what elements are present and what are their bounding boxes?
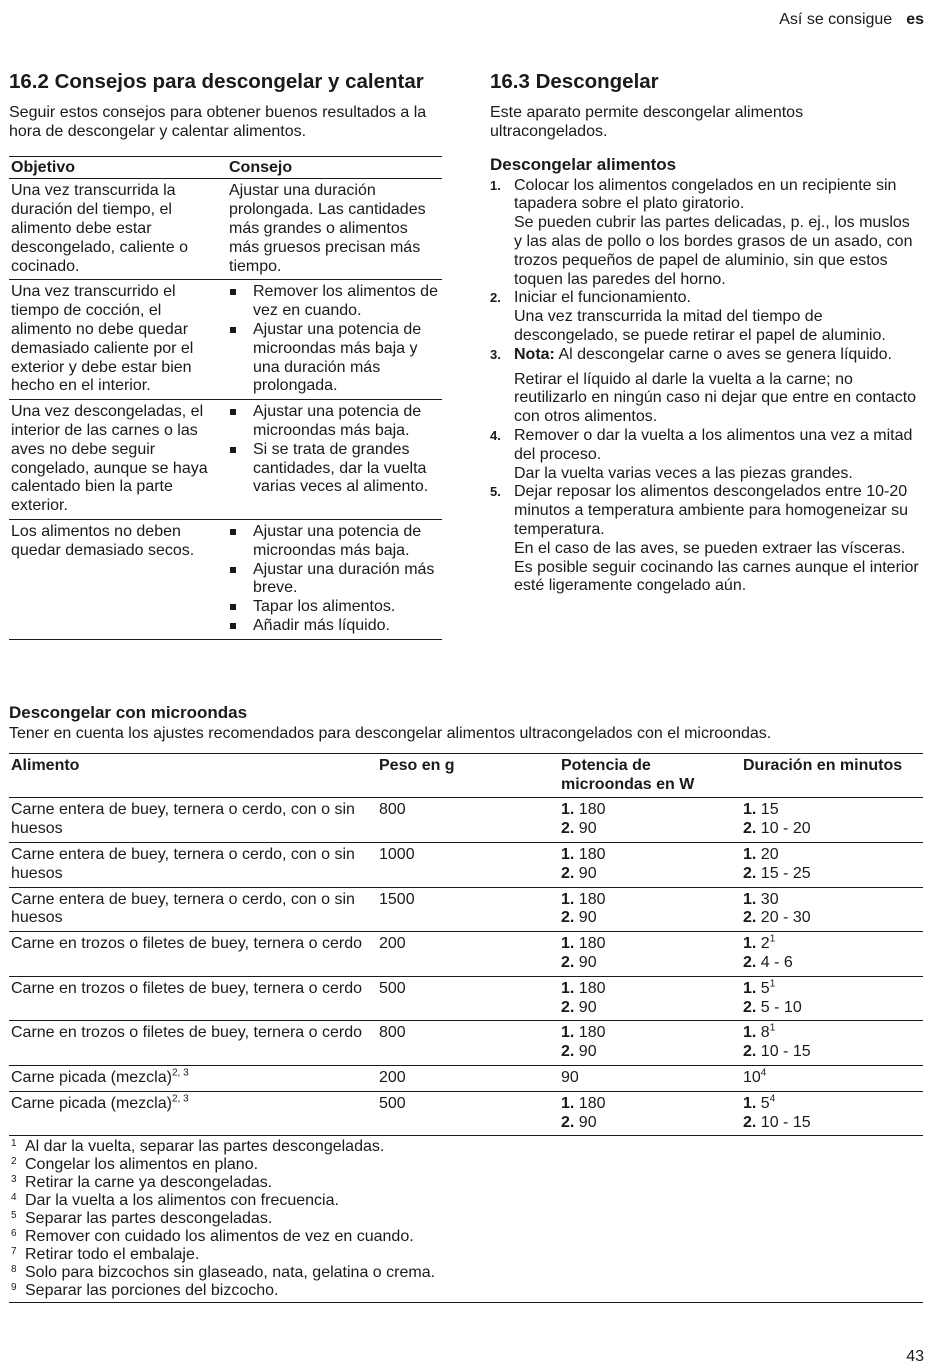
phase-number: 1. — [561, 845, 575, 863]
column-header-advice: Consejo — [227, 156, 442, 179]
footnote-ref: 2, 3 — [171, 1067, 189, 1079]
duration-line — [743, 935, 921, 954]
step-item — [490, 346, 922, 427]
duration-value: 30 — [760, 890, 779, 908]
duration-line — [743, 1095, 921, 1114]
power-value: 90 — [578, 953, 597, 971]
phase-number: 1. — [561, 890, 575, 908]
phase-number: 1. — [561, 979, 575, 997]
duration-value: 5 - 10 — [760, 998, 802, 1016]
step-text-line — [514, 289, 922, 308]
advice-item: Tapar los alimentos. — [229, 598, 440, 617]
tips-table — [9, 156, 442, 640]
phase-number: 2. — [561, 909, 575, 927]
step-number: 1. — [490, 177, 501, 193]
power-value: 90 — [561, 1068, 579, 1086]
power-cell — [559, 798, 741, 843]
footnote-number: 1 — [11, 1138, 17, 1150]
duration-value: 5 — [760, 1094, 770, 1112]
advice-text: Ajustar una duración prolongada. Las cantidades más grandes o alimentos más gruesos precisan más tiempo. — [229, 182, 426, 275]
step-item — [490, 427, 922, 483]
duration-value: 15 - 25 — [760, 864, 811, 882]
table-row — [9, 519, 442, 639]
phase-number: 1. — [743, 979, 757, 997]
advice-cell — [227, 400, 442, 520]
phase-number: 2. — [743, 1113, 757, 1131]
food-cell — [9, 887, 377, 932]
advice-list — [229, 403, 440, 497]
weight-cell: 1000 — [377, 842, 559, 887]
phase-number: 1. — [743, 845, 757, 863]
advice-item: Añadir más líquido. — [229, 617, 440, 636]
duration-cell — [741, 976, 923, 1021]
phase-number: 2. — [743, 1043, 757, 1061]
footnote-text: Dar la vuelta a los alimentos con frecuencia. — [25, 1192, 339, 1210]
phase-number: 1. — [743, 890, 757, 908]
advice-cell — [227, 280, 442, 400]
power-line — [561, 935, 739, 954]
duration-value: 20 — [760, 845, 779, 863]
objective-cell: Una vez transcurrido el tiempo de cocción, el alimento no debe quedar demasiado caliente por el exterior y debe estar bien hecho en el interior. — [9, 280, 227, 400]
step-note: Retirar el líquido al darle la vuelta a la carne; no reutilizarlo en ningún caso ni dejar que entre en contacto con otros alimentos. — [514, 370, 917, 426]
phase-number: 2. — [561, 1113, 575, 1131]
footnote — [9, 1174, 923, 1192]
footnote-number: 6 — [11, 1228, 17, 1240]
power-value: 90 — [578, 909, 597, 927]
power-line — [561, 1114, 739, 1133]
power-cell — [559, 887, 741, 932]
footnote-number: 4 — [11, 1192, 17, 1204]
column-header-duration: Duración en minutos — [741, 753, 923, 798]
weight-cell: 200 — [377, 932, 559, 977]
objective-cell: Una vez descongeladas, el interior de las carnes o las aves no debe seguir congelado, aunque se haya calentado bien la parte exterior. — [9, 400, 227, 520]
duration-cell — [741, 887, 923, 932]
note-label: Nota: — [514, 345, 555, 363]
duration-value: 10 - 15 — [760, 1043, 811, 1061]
table-row — [9, 932, 923, 977]
weight-cell: 200 — [377, 1065, 559, 1091]
table-row — [9, 1091, 923, 1136]
duration-cell — [741, 1091, 923, 1136]
duration-value: 8 — [760, 1024, 770, 1042]
duration-cell — [741, 798, 923, 843]
phase-number: 2. — [561, 864, 575, 882]
step-text: Al descongelar carne o aves se genera líquido. — [558, 345, 892, 363]
step-text-line — [514, 177, 922, 215]
footnote — [9, 1246, 923, 1264]
food-cell — [9, 1021, 377, 1066]
footnote-number: 9 — [11, 1282, 17, 1294]
footnote-number: 8 — [11, 1264, 17, 1276]
step-text-line — [514, 427, 922, 465]
weight-cell: 800 — [377, 798, 559, 843]
step-text: Remover o dar la vuelta a los alimentos una vez a mitad del proceso. — [514, 426, 913, 463]
microwave-intro: Tener en cuenta los ajustes recomendados para descongelar alimentos ultracongelados con el microondas. — [9, 725, 772, 742]
power-line — [561, 1024, 739, 1043]
power-line — [561, 980, 739, 999]
duration-line — [743, 865, 921, 884]
weight-cell: 500 — [377, 976, 559, 1021]
footnote-text: Al dar la vuelta, separar las partes descongeladas. — [25, 1138, 385, 1156]
duration-cell — [741, 842, 923, 887]
footnote-number: 2 — [11, 1156, 17, 1168]
phase-number: 1. — [743, 935, 757, 953]
advice-item: Ajustar una potencia de microondas más baja y una duración más prolongada. — [229, 321, 440, 396]
power-line — [561, 820, 739, 839]
power-line — [561, 1095, 739, 1114]
step-item — [490, 483, 922, 596]
step-extra: Dar la vuelta varias veces a las piezas grandes. — [514, 464, 853, 482]
phase-number: 2. — [743, 909, 757, 927]
objective-cell: Los alimentos no deben quedar demasiado secos. — [9, 519, 227, 639]
power-line — [561, 891, 739, 910]
footnote-text: Congelar los alimentos en plano. — [25, 1156, 259, 1174]
phase-number: 2. — [561, 953, 575, 971]
advice-item: Ajustar una duración más breve. — [229, 561, 440, 599]
footnote-text: Separar las partes descongeladas. — [25, 1210, 273, 1228]
footnote — [9, 1210, 923, 1228]
tips-intro: Seguir estos consejos para obtener buenos resultados a la hora de descongelar y calentar alimentos. — [9, 104, 427, 140]
duration-value: 10 — [743, 1068, 761, 1086]
defrost-steps — [490, 177, 922, 597]
duration-line — [743, 801, 921, 820]
power-cell — [559, 1065, 741, 1091]
power-value: 180 — [578, 890, 606, 908]
column-header-power: Potencia de microondas en W — [559, 753, 741, 798]
power-line — [561, 954, 739, 973]
duration-cell — [741, 1021, 923, 1066]
step-text: Colocar los alimentos congelados en un recipiente sin tapadera sobre el plato giratorio. — [514, 176, 897, 213]
power-cell — [559, 1021, 741, 1066]
step-number: 4. — [490, 427, 501, 443]
duration-line — [743, 909, 921, 928]
power-line — [561, 865, 739, 884]
phase-number: 2. — [561, 998, 575, 1016]
table-row — [9, 887, 923, 932]
footnote-ref: 4 — [769, 1093, 776, 1105]
weight-cell: 1500 — [377, 887, 559, 932]
advice-item: Remover los alimentos de vez en cuando. — [229, 283, 440, 321]
footnote-text: Remover con cuidado los alimentos de vez en cuando. — [25, 1228, 414, 1246]
food-cell — [9, 1091, 377, 1136]
advice-list — [229, 283, 440, 396]
microwave-table — [9, 753, 923, 1137]
advice-item: Ajustar una potencia de microondas más baja. — [229, 403, 440, 441]
footnote — [9, 1264, 923, 1282]
footnote-ref: 2, 3 — [171, 1093, 189, 1105]
food-name: Carne en trozos o filetes de buey, ternera o cerdo — [11, 935, 363, 953]
phase-number: 1. — [743, 1094, 757, 1112]
advice-item: Si se trata de grandes cantidades, dar la vuelta varias veces al alimento. — [229, 441, 440, 497]
food-cell — [9, 976, 377, 1021]
phase-number: 1. — [561, 801, 575, 819]
food-cell — [9, 842, 377, 887]
food-name: Carne entera de buey, ternera o cerdo, con o sin huesos — [11, 845, 355, 882]
duration-cell — [741, 932, 923, 977]
phase-number: 2. — [561, 820, 575, 838]
step-number: 2. — [490, 290, 501, 306]
duration-value: 15 — [760, 801, 779, 819]
footnote-text: Retirar todo el embalaje. — [25, 1246, 200, 1264]
duration-line — [743, 1114, 921, 1133]
duration-value: 10 - 20 — [760, 820, 811, 838]
footnote-ref: 4 — [760, 1067, 767, 1079]
table-row — [9, 400, 442, 520]
duration-cell — [741, 1065, 923, 1091]
duration-value: 5 — [760, 979, 770, 997]
step-text: Iniciar el funcionamiento. — [514, 289, 691, 307]
footnote-number: 5 — [11, 1210, 17, 1222]
tips-table-body — [9, 179, 442, 639]
duration-value: 2 — [760, 935, 770, 953]
table-row — [9, 976, 923, 1021]
duration-line — [743, 980, 921, 999]
phase-number: 1. — [561, 1094, 575, 1112]
page-number: 43 — [906, 1348, 924, 1365]
footnote-number: 3 — [11, 1174, 17, 1186]
power-cell — [559, 932, 741, 977]
table-row — [9, 1021, 923, 1066]
step-text-line — [514, 483, 922, 539]
footnote-ref: 1 — [769, 1023, 776, 1035]
power-value: 90 — [578, 864, 597, 882]
duration-line — [743, 820, 921, 839]
defrost-title: 16.3 Descongelar — [490, 70, 659, 93]
step-number: 3. — [490, 346, 501, 362]
defrost-subtitle: Descongelar alimentos — [490, 154, 677, 174]
step-extra: Una vez transcurrida la mitad del tiempo de descongelado, se puede retirar el papel de aluminio. — [514, 308, 886, 344]
step-item — [490, 177, 922, 290]
phase-number: 2. — [743, 998, 757, 1016]
footnote-ref: 1 — [769, 978, 776, 990]
power-value: 180 — [578, 979, 606, 997]
food-name: Carne picada (mezcla) — [11, 1094, 172, 1112]
footnote-text: Separar las porciones del bizcocho. — [25, 1282, 279, 1300]
power-line — [561, 1069, 739, 1088]
footnote-text: Solo para bizcochos sin glaseado, nata, gelatina o crema. — [25, 1264, 436, 1282]
advice-cell — [227, 519, 442, 639]
duration-line — [743, 891, 921, 910]
duration-line — [743, 846, 921, 865]
food-name: Carne en trozos o filetes de buey, ternera o cerdo — [11, 1024, 363, 1042]
power-cell — [559, 976, 741, 1021]
column-header-weight: Peso en g — [377, 753, 559, 798]
table-row — [9, 179, 442, 280]
objective-cell: Una vez transcurrida la duración del tiempo, el alimento debe estar descongelado, caliente o cocinado. — [9, 179, 227, 280]
phase-number: 1. — [561, 1024, 575, 1042]
footnote — [9, 1282, 923, 1300]
step-item — [490, 289, 922, 345]
duration-line — [743, 1069, 921, 1088]
footnote-text: Retirar la carne ya descongeladas. — [25, 1174, 273, 1192]
phase-number: 1. — [743, 801, 757, 819]
table-row — [9, 798, 923, 843]
food-cell — [9, 932, 377, 977]
duration-line — [743, 954, 921, 973]
microwave-title: Descongelar con microondas — [9, 703, 248, 722]
footnote-number: 7 — [11, 1246, 17, 1258]
power-value: 180 — [578, 1024, 606, 1042]
food-name: Carne en trozos o filetes de buey, ternera o cerdo — [11, 979, 363, 997]
step-number: 5. — [490, 484, 501, 500]
power-value: 180 — [578, 935, 606, 953]
phase-number: 1. — [743, 1024, 757, 1042]
footnote — [9, 1156, 923, 1174]
duration-value: 4 - 6 — [760, 953, 793, 971]
power-line — [561, 801, 739, 820]
footnote-ref: 1 — [769, 933, 776, 945]
duration-value: 10 - 15 — [760, 1113, 811, 1131]
weight-cell: 500 — [377, 1091, 559, 1136]
step-extra: En el caso de las aves, se pueden extraer las vísceras. Es posible seguir cocinando las carnes aunque el interior esté ligeramente congelado aún. — [514, 539, 919, 595]
power-line — [561, 999, 739, 1018]
table-row — [9, 1065, 923, 1091]
step-text-line — [514, 346, 922, 365]
table-row — [9, 842, 923, 887]
food-name: Carne entera de buey, ternera o cerdo, con o sin huesos — [11, 801, 355, 838]
column-header-food: Alimento — [9, 753, 377, 798]
food-cell — [9, 1065, 377, 1091]
footnote — [9, 1192, 923, 1210]
power-cell — [559, 842, 741, 887]
duration-line — [743, 1043, 921, 1062]
tips-title: 16.2 Consejos para descongelar y calentar — [9, 70, 424, 93]
power-value: 180 — [578, 1094, 606, 1112]
duration-line — [743, 1024, 921, 1043]
defrost-section — [490, 70, 922, 596]
duration-value: 20 - 30 — [760, 909, 811, 927]
section-name: Así se consigue — [779, 11, 893, 28]
step-text: Dejar reposar los alimentos descongelados entre 10-20 minutos a temperatura ambiente para homogeneizar su temperatura. — [514, 483, 908, 538]
phase-number: 2. — [743, 864, 757, 882]
column-header-objective: Objetivo — [9, 156, 227, 179]
weight-cell: 800 — [377, 1021, 559, 1066]
advice-item: Ajustar una potencia de microondas más baja. — [229, 523, 440, 561]
power-line — [561, 1043, 739, 1062]
power-line — [561, 846, 739, 865]
microwave-defrost-section — [9, 703, 923, 1303]
language-code: es — [906, 11, 924, 28]
power-value: 90 — [578, 1113, 597, 1131]
advice-list — [229, 523, 440, 636]
footnote — [9, 1138, 923, 1156]
footnotes — [9, 1136, 923, 1303]
power-value: 180 — [578, 801, 606, 819]
microwave-table-body — [9, 798, 923, 1136]
defrost-intro: Este aparato permite descongelar alimentos ultracongelados. — [490, 104, 804, 140]
tips-section — [9, 70, 442, 640]
power-value: 180 — [578, 845, 606, 863]
page-header — [779, 11, 924, 30]
power-cell — [559, 1091, 741, 1136]
duration-line — [743, 999, 921, 1018]
food-name: Carne entera de buey, ternera o cerdo, con o sin huesos — [11, 890, 355, 927]
food-cell — [9, 798, 377, 843]
power-line — [561, 909, 739, 928]
advice-cell — [227, 179, 442, 280]
power-value: 90 — [578, 1043, 597, 1061]
power-value: 90 — [578, 998, 597, 1016]
power-value: 90 — [578, 820, 597, 838]
microwave-table-header — [9, 753, 923, 798]
footnote — [9, 1228, 923, 1246]
phase-number: 2. — [743, 820, 757, 838]
phase-number: 2. — [561, 1043, 575, 1061]
tips-table-header — [9, 156, 442, 179]
food-name: Carne picada (mezcla) — [11, 1068, 172, 1086]
phase-number: 2. — [743, 953, 757, 971]
step-extra: Se pueden cubrir las partes delicadas, p. ej., los muslos y las alas de pollo o los bordes grasos de un asado, con trozos pequeños de papel de aluminio, sin que estos toquen las paredes del horno. — [514, 214, 913, 288]
table-row — [9, 280, 442, 400]
phase-number: 1. — [561, 935, 575, 953]
